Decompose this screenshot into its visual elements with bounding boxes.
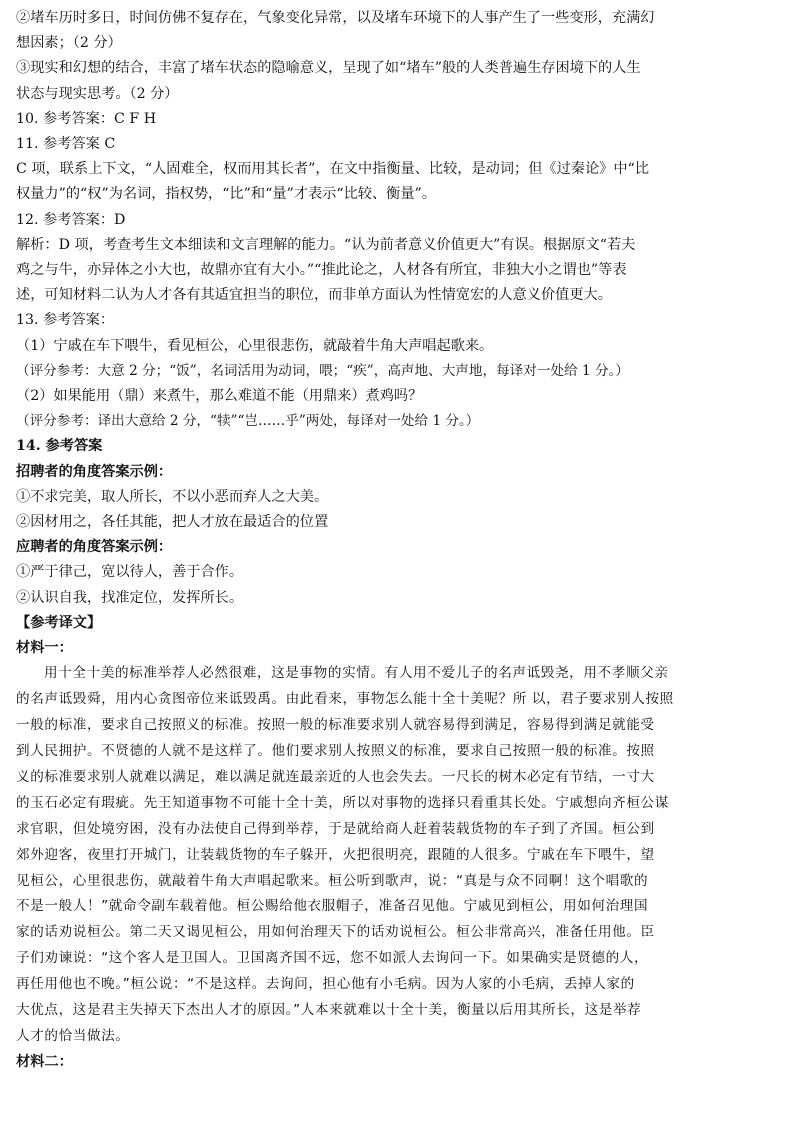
applicant-heading: 应聘者的角度答案示例： bbox=[16, 539, 173, 556]
translation-line: 到人民拥护。不贤德的人就不是这样了。他们要求别人按照义的标准，要求自己按照一般的标准。按照 bbox=[16, 743, 655, 759]
translation-line: 的名声诋毁舜，用内心贪图帝位来诋毁禹。由此看来，事物怎么能十全十美呢？所 以，君子要求别人按照 bbox=[16, 691, 674, 708]
translation-heading: 【参考译文】 bbox=[16, 614, 102, 631]
question-10-answer: 10. 参考答案：C F H bbox=[16, 110, 157, 127]
translation-line: 再任用他也不晚。”桓公说：“不是这样。去询问，担心他有小毛病。因为人家的小毛病，丢掉人家的 bbox=[16, 976, 635, 993]
question-13-part-2-scoring: （评分参考：译出大意给 2 分，“犊”“岂……乎”两处，每译对一处给 1 分。） bbox=[16, 413, 480, 430]
answer-line-3b: 状态与现实思考。（2 分） bbox=[16, 85, 179, 102]
translation-line: 求官职，但处境穷困，没有办法使自己得到举荐，于是就给商人赶着装载货物的车子到了齐国。桓公到 bbox=[16, 820, 655, 837]
question-12-explanation-b: 鸡之与牛，亦异体之小大也，故鼎亦宜有大小。”“推此论之，人材各有所宜，非独大小之谓也”等表 bbox=[16, 262, 627, 279]
applicant-item-1: ①严于律己，宽以待人，善于合作。 bbox=[16, 564, 244, 581]
question-12-explanation-c: 述，可知材料二认为人才各有其适宜担当的职位，而非单方面认为性情宽宏的人意义价值更大。 bbox=[16, 287, 612, 304]
translation-line: 义的标准要求别人就难以满足，难以满足就连最亲近的人也会失去。一尺长的树木必定有节结，一寸大 bbox=[16, 768, 655, 785]
applicant-item-2: ②认识自我，找准定位，发挥所长。 bbox=[16, 589, 244, 606]
question-13-part-1-scoring: （评分参考：大意 2 分；“饭”，名词活用为动词，喂；“疾”，高声地、大声地，每译对一处给 1 分。） bbox=[16, 362, 629, 379]
translation-body bbox=[16, 661, 764, 1050]
translation-line: 郊外迎客，夜里打开城门，让装载货物的车子躲开，火把很明亮，跟随的人很多。宁戚在车下喂牛，望 bbox=[16, 846, 655, 863]
translation-line: 一般的标准，要求自己按照义的标准。按照一般的标准要求别人就容易得到满足，容易得到满足就能受 bbox=[16, 717, 655, 734]
material-2-label: 材料二： bbox=[16, 1053, 73, 1070]
question-13-part-2: （2）如果能用（鼎）来煮牛，那么难道不能（用鼎来）煮鸡吗？ bbox=[16, 388, 423, 405]
answer-line-3a: ③现实和幻想的结合，丰富了堵车状态的隐喻意义，呈现了如“堵车”般的人类普遍生存困境下的人生 bbox=[16, 60, 641, 77]
question-14-answer: 14. 参考答案 bbox=[16, 438, 103, 455]
question-13-part-1: （1）宁戚在车下喂牛，看见桓公，心里很悲伤，就敲着牛角大声唱起歌来。 bbox=[16, 337, 494, 354]
translation-line: 见桓公，心里很悲伤，就敲着牛角大声唱起歌来。桓公听到歌声，说：“真是与众不同啊！这个唱歌的 bbox=[16, 872, 649, 889]
recruiter-item-2: ②因材用之，各任其能，把人才放在最适合的位置 bbox=[16, 514, 329, 531]
question-11-explanation-b: 权量力”的“权”为名词，指权势，“比”和“量”才表示“比较、衡量”。 bbox=[16, 186, 436, 203]
translation-line: 人才的恰当做法。 bbox=[16, 1027, 130, 1044]
recruiter-item-1: ①不求完美，取人所长，不以小恶而弃人之大美。 bbox=[16, 488, 329, 505]
answer-line-2b: 想因素；（2 分） bbox=[16, 35, 122, 52]
translation-line: 家的话劝说桓公。第二天又谒见桓公，用如何治理天下的话劝说桓公。桓公非常高兴，准备任用他。臣 bbox=[16, 924, 655, 941]
material-1-label: 材料一： bbox=[16, 640, 73, 657]
question-12-answer: 12. 参考答案：D bbox=[16, 211, 126, 228]
recruiter-heading: 招聘者的角度答案示例： bbox=[16, 463, 173, 480]
question-11-answer: 11. 参考答案 C bbox=[16, 136, 116, 153]
answer-line-2a: ②堵车历时多日，时间仿佛不复存在，气象变化异常，以及堵车环境下的人事产生了一些变形，充满幻 bbox=[16, 10, 655, 26]
question-13-answer: 13. 参考答案： bbox=[16, 312, 115, 329]
question-12-explanation-a: 解析：D 项，考查考生文本细读和文言理解的能力。“认为前者意义价值更大”有误。根据原文“若夫 bbox=[16, 236, 636, 253]
translation-line: 的玉石必定有瑕疵。先王知道事物不可能十全十美，所以对事物的选择只看重其长处。宁戚想向齐桓公谋 bbox=[16, 794, 669, 811]
translation-line: 大优点，这是君主失掉天下杰出人才的原因。”人本来就难以十全十美，衡量以后用其所长，这是举荐 bbox=[16, 1002, 642, 1019]
translation-line: 用十全十美的标准举荐人必然很难，这是事物的实情。有人用不爱儿子的名声诋毁尧，用不孝顺父亲 bbox=[44, 665, 669, 682]
question-11-explanation-a: C 项，联系上下文，“人固难全，权而用其长者”，在文中指衡量、比较，是动词；但《过秦论》中“比 bbox=[16, 161, 650, 178]
translation-line: 子们劝谏说：“这个客人是卫国人。卫国离齐国不远，您不如派人去询问一下。如果确实是贤德的人， bbox=[16, 950, 649, 967]
translation-line: 不是一般人！”就命令副车载着他。桓公赐给他衣服帽子，准备召见他。宁戚见到桓公，用如何治理国 bbox=[16, 898, 649, 915]
